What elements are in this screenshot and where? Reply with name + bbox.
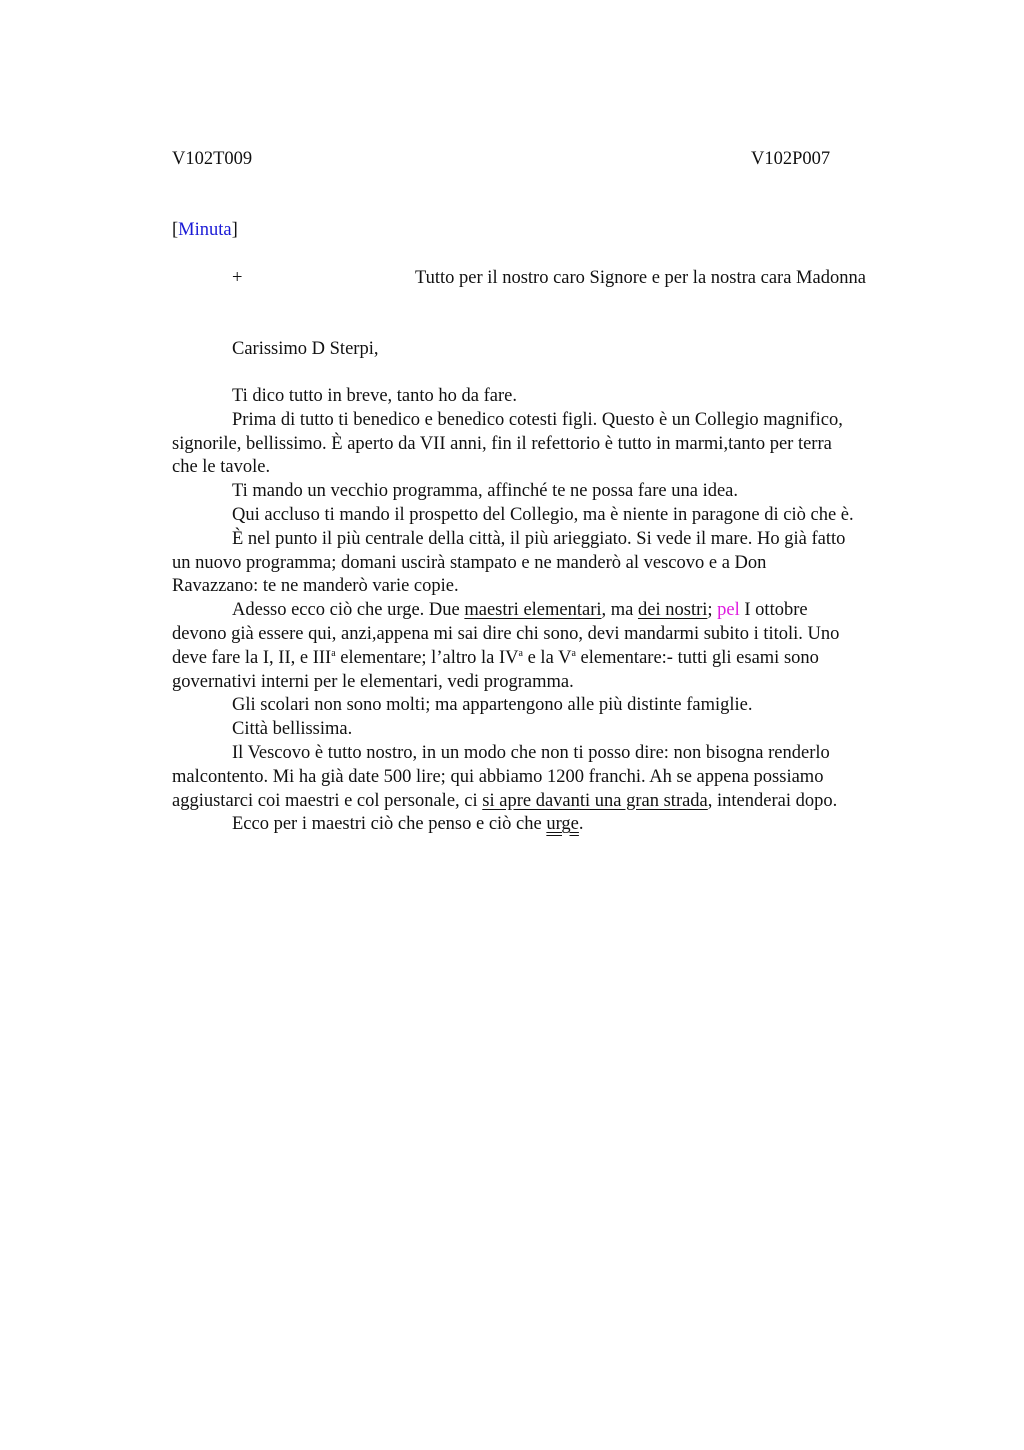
text-run: . (578, 814, 584, 835)
minuta-open-bracket: [ (172, 220, 179, 240)
paragraph-10 (172, 813, 932, 837)
paragraph-9-line-2: malcontento. Mi ha già date 500 lire; qui abbiamo 1200 franchi. Ah se appena possiamo (172, 766, 824, 787)
dedication-line: Tutto per il nostro caro Signore e per la nostra cara Madonna (415, 268, 866, 288)
underlined-maestri-elementari: maestri elementari (464, 600, 602, 621)
paragraph-2-line-1: Prima di tutto ti benedico e benedico cotesti figli. Questo è un Collegio magnifico, (232, 409, 843, 430)
underlined-dei-nostri: dei nostri (638, 600, 708, 621)
minuta-link[interactable]: Minuta (178, 220, 232, 240)
highlighted-pel: pel (717, 600, 740, 621)
text-run: aggiustarci coi maestri e col personale, ci (172, 790, 483, 811)
superscript-a: a (331, 647, 336, 659)
text-run: , ma (601, 600, 639, 621)
text-run: Adesso ecco ciò che urge. Due (232, 600, 465, 621)
paragraph-7: Gli scolari non sono molti; ma appartengono alle più distinte famiglie. (232, 695, 753, 716)
paragraph-6-line-3 (172, 647, 932, 671)
document-code-right: V102P007 (751, 149, 831, 169)
text-run: Ecco per i maestri ciò che penso e ciò che (232, 814, 547, 835)
salutation: Carissimo D Sterpi, (232, 339, 379, 359)
cross-symbol: + (232, 268, 243, 288)
paragraph-3: Ti mando un vecchio programma, affinché te ne possa fare una idea. (232, 481, 739, 502)
minuta-label (172, 221, 238, 240)
paragraph-6-line-2: devono già essere qui, anzi,appena mi sai dire chi sono, devi mandarmi subito i titoli. Uno (172, 623, 840, 644)
paragraph-8: Città bellissima. (232, 719, 353, 740)
paragraph-5-line-3: Ravazzano: te ne manderò varie copie. (172, 576, 459, 597)
text-run: I ottobre (739, 600, 808, 621)
minuta-close-bracket: ] (231, 220, 238, 240)
text-run: , intenderai dopo. (707, 790, 838, 811)
paragraph-2-line-2: signorile, bellissimo. È aperto da VII anni, fin il refettorio è tutto in marmi,tanto per terra (172, 433, 832, 454)
text-run: e la V (522, 647, 572, 668)
text-run: elementare; l’altro la IV (335, 647, 519, 668)
paragraph-4: Qui accluso ti mando il prospetto del Collegio, ma è niente in paragone di ciò che è. (232, 504, 854, 525)
paragraph-9-line-1: Il Vescovo è tutto nostro, in un modo che non ti posso dire: non bisogna renderlo (232, 742, 830, 763)
paragraph-5-line-2: un nuovo programma; domani uscirà stampato e ne manderò al vescovo e a Don (172, 552, 767, 573)
document-code-left: V102T009 (172, 149, 253, 169)
text-run: ; (707, 600, 718, 621)
paragraph-9-line-3 (172, 790, 932, 814)
letter-body (172, 385, 932, 837)
text-run: deve fare la I, II, e III (172, 647, 332, 668)
paragraph-6-line-1 (172, 599, 932, 623)
text-run: elementare:- tutti gli esami sono (575, 647, 819, 668)
paragraph-6-line-4: governativi interni per le elementari, vedi programma. (172, 671, 574, 692)
underlined-gran-strada: si apre davanti una gran strada (482, 790, 708, 811)
double-underlined-urge: urge (546, 814, 579, 835)
superscript-a: a (571, 647, 576, 659)
paragraph-2-line-3: che le tavole. (172, 457, 271, 478)
superscript-a: a (518, 647, 523, 659)
paragraph-1: Ti dico tutto in breve, tanto ho da fare. (232, 386, 517, 406)
paragraph-5-line-1: È nel punto il più centrale della città, il più arieggiato. Si vede il mare. Ho già fatto (232, 528, 846, 549)
